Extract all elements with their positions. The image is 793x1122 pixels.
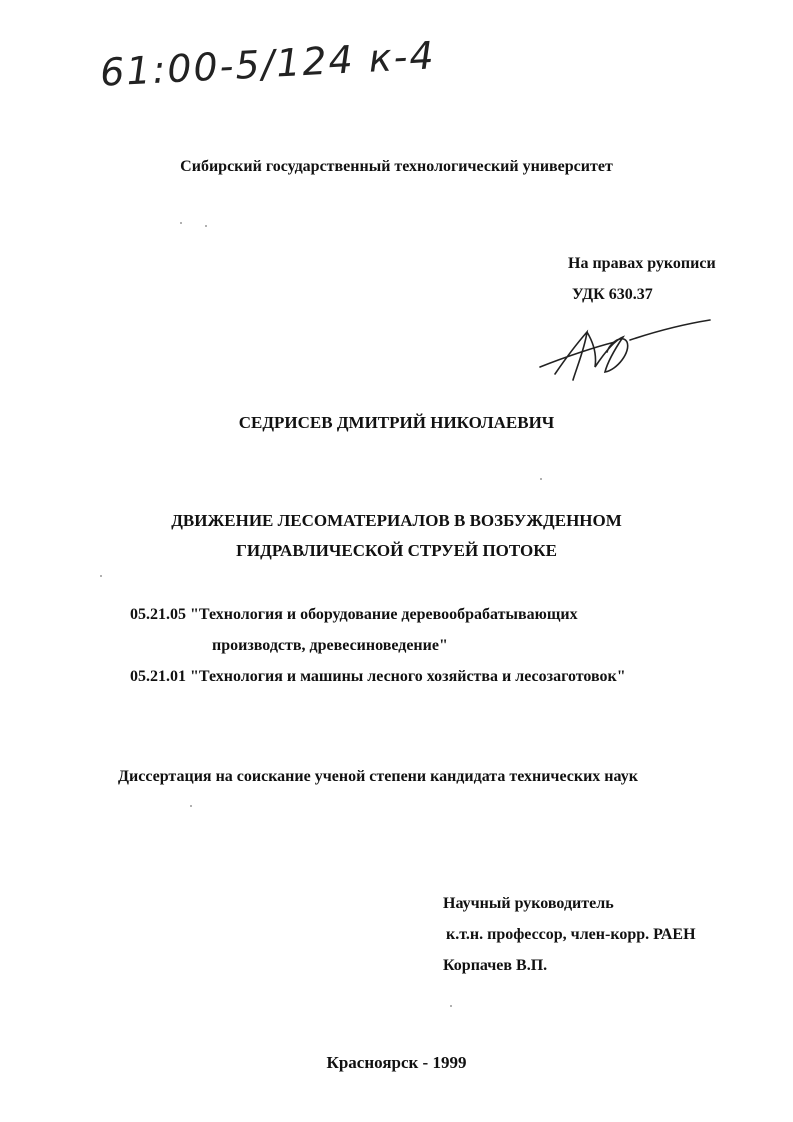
- specialty-1-line-1: 05.21.05 "Технология и оборудование деревообрабатывающих: [130, 606, 578, 623]
- scan-speck: [190, 805, 192, 807]
- scan-speck: [540, 478, 542, 480]
- university-name: Сибирский государственный технологический университет: [180, 158, 613, 175]
- title-line-2: ГИДРАВЛИЧЕСКОЙ СТРУЕЙ ПОТОКЕ: [236, 541, 557, 560]
- author-name: СЕДРИСЕВ ДМИТРИЙ НИКОЛАЕВИЧ: [238, 413, 555, 432]
- supervisor-name: Корпачев В.П.: [443, 957, 548, 974]
- signature-icon: [535, 312, 715, 387]
- supervisor-role: Научный руководитель: [443, 895, 614, 912]
- title-line-1: ДВИЖЕНИЕ ЛЕСОМАТЕРИАЛОВ В ВОЗБУЖДЕННОМ: [171, 511, 622, 530]
- archive-stamp: 61:00-5/124 к-4: [99, 33, 437, 95]
- scan-speck: [180, 222, 182, 224]
- specialty-1-line-2: производств, древесиноведение": [212, 637, 448, 654]
- manuscript-rights: На правах рукописи: [568, 255, 716, 272]
- udk-code: УДК 630.37: [572, 286, 653, 303]
- dissertation-type: Диссертация на соискание ученой степени кандидата технических наук: [118, 768, 638, 785]
- scan-speck: [450, 1005, 452, 1007]
- scan-speck: [205, 225, 207, 227]
- city-year: Красноярск - 1999: [326, 1053, 467, 1072]
- scan-speck: [100, 575, 102, 577]
- supervisor-credentials: к.т.н. профессор, член-корр. РАЕН: [446, 926, 696, 943]
- specialty-2: 05.21.01 "Технология и машины лесного хозяйства и лесозаготовок": [130, 668, 626, 685]
